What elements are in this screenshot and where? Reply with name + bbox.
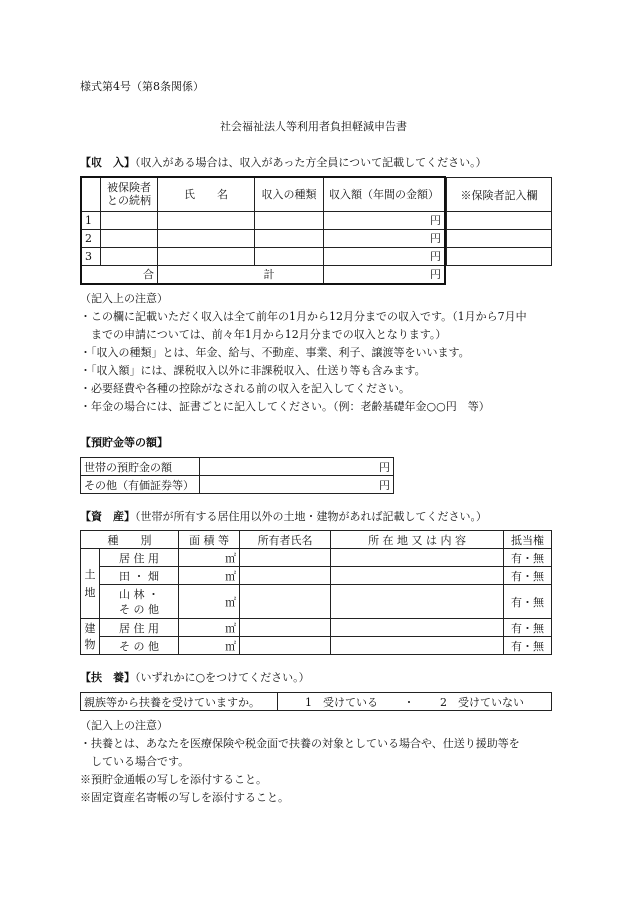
notes2-title: （記入上の注意） [80, 719, 168, 732]
assets-heading [80, 508, 487, 524]
income-heading-note: （収入がある場合は、収入があった方全員について記載してください。） [135, 156, 487, 169]
col-relation: 被保険者との続柄 [101, 177, 158, 211]
support-heading-note: （いずれかに○をつけてください。） [135, 671, 310, 684]
support-option-no[interactable]: 2 受けていない [440, 695, 524, 709]
page-title: 社会福祉法人等利用者負担軽減申告書 [220, 120, 407, 133]
building-label-b: 物 [84, 637, 96, 651]
col-area: 面 積 等 [179, 531, 240, 549]
notes1 [80, 290, 527, 416]
savings-amount-cell[interactable]: 円 [200, 476, 394, 494]
income-table [80, 176, 446, 285]
notes2-line: している場合です。 [80, 755, 190, 768]
insurer-cell[interactable] [447, 230, 552, 248]
area-cell[interactable]: ㎡ [179, 637, 240, 655]
savings-amount-cell[interactable]: 円 [200, 458, 394, 476]
mortgage-choice[interactable]: 有・無 [504, 567, 552, 585]
col-name: 氏 名 [158, 177, 255, 211]
insurer-table [446, 177, 552, 266]
mortgage-choice[interactable]: 有・無 [504, 585, 552, 619]
name-cell[interactable] [158, 229, 255, 247]
notes2-line: ※固定資産名寄帳の写しを添付すること。 [80, 791, 289, 804]
mortgage-choice[interactable]: 有・無 [504, 549, 552, 567]
asset-type-line: そ の 他 [119, 602, 160, 616]
amount-cell[interactable]: 円 [324, 247, 446, 265]
savings-table [80, 457, 394, 494]
row-number: 1 [81, 211, 101, 229]
area-cell[interactable]: ㎡ [179, 549, 240, 567]
income-heading [80, 154, 487, 170]
notes1-title: （記入上の注意） [80, 292, 168, 305]
land-label-b: 地 [84, 585, 96, 599]
notes2-line: ・扶養とは、あなたを医療保険や税金面で扶養の対象としている場合や、仕送り援助等を [80, 737, 520, 750]
type-cell[interactable] [255, 211, 324, 229]
assets-heading-note: （世帯が所有する居住用以外の土地・建物があれば記載してください。） [135, 510, 487, 523]
asset-type-line: 山 林 ・ [119, 587, 160, 601]
assets-table [80, 530, 552, 655]
building-label [81, 619, 100, 655]
owner-cell[interactable] [240, 585, 331, 619]
amount-cell[interactable]: 円 [324, 229, 446, 247]
savings-row-label: 世帯の預貯金の額 [81, 458, 200, 476]
col-location: 所 在 地 又 は 内 容 [331, 531, 504, 549]
income-total-row [81, 265, 445, 284]
type-cell[interactable] [255, 229, 324, 247]
area-cell[interactable]: ㎡ [179, 619, 240, 637]
savings-row-label: その他（有価証券等） [81, 476, 200, 494]
name-cell[interactable] [158, 247, 255, 265]
mortgage-choice[interactable]: 有・無 [504, 619, 552, 637]
support-question: 親族等から扶養を受けていますか。 [81, 693, 278, 711]
amount-cell[interactable]: 円 [324, 211, 446, 229]
relation-cell[interactable] [101, 211, 158, 229]
income-heading-label: 【収 入】 [80, 156, 135, 169]
owner-cell[interactable] [240, 549, 331, 567]
insurer-cell[interactable] [447, 212, 552, 230]
area-cell[interactable]: ㎡ [179, 585, 240, 619]
owner-cell[interactable] [240, 567, 331, 585]
notes1-line: ・「収入額」には、課税収入以外に非課税収入、仕送り等も含みます。 [80, 364, 426, 377]
insurer-cell[interactable] [447, 248, 552, 266]
col-insurer: ※保険者記入欄 [447, 178, 552, 212]
area-cell[interactable]: ㎡ [179, 567, 240, 585]
support-table [80, 692, 552, 711]
mortgage-choice[interactable]: 有・無 [504, 637, 552, 655]
assets-heading-label: 【資 産】 [80, 510, 135, 523]
location-cell[interactable] [331, 567, 504, 585]
row-number: 2 [81, 229, 101, 247]
income-row [81, 229, 445, 247]
income-row [81, 211, 445, 229]
support-option-yes[interactable]: 1 受けている [305, 695, 378, 709]
savings-heading: 【預貯金等の額】 [80, 436, 168, 449]
income-row [81, 247, 445, 265]
relation-cell[interactable] [101, 229, 158, 247]
notes1-line: ・年金の場合には、証書ごとに記入してください。（例：老齢基礎年金○○円 等） [80, 400, 490, 413]
asset-type: そ の 他 [100, 637, 179, 655]
total-amount-cell[interactable]: 円 [324, 265, 446, 284]
location-cell[interactable] [331, 637, 504, 655]
col-owner: 所有者氏名 [240, 531, 331, 549]
support-heading-label: 【扶 養】 [80, 671, 135, 684]
notes1-line: ・この欄に記載いただく収入は全て前年の1月から12月分までの収入です。（1月から7月中 [80, 310, 527, 323]
relation-cell[interactable] [101, 247, 158, 265]
col-income-amount: 収入額（年間の金額） [324, 177, 446, 211]
land-label-a: 土 [84, 567, 96, 581]
support-options [278, 693, 552, 711]
location-cell[interactable] [331, 619, 504, 637]
row-number: 3 [81, 247, 101, 265]
location-cell[interactable] [331, 549, 504, 567]
support-separator: ・ [403, 695, 415, 709]
asset-type: 居 住 用 [100, 619, 179, 637]
name-cell[interactable] [158, 211, 255, 229]
total-label-a: 合 [81, 265, 158, 284]
notes2 [80, 717, 520, 807]
asset-type: 田 ・ 畑 [100, 567, 179, 585]
col-income-type: 収入の種類 [255, 177, 324, 211]
notes2-line: ※預貯金通帳の写しを添付すること。 [80, 773, 267, 786]
notes1-line: ・「収入の種類」とは、年金、給与、不動産、事業、利子、譲渡等をいいます。 [80, 346, 470, 359]
col-kind: 種 別 [81, 531, 179, 549]
asset-type [100, 585, 179, 619]
form-number: 様式第4号（第8条関係） [80, 80, 204, 93]
building-label-a: 建 [84, 621, 96, 635]
owner-cell[interactable] [240, 637, 331, 655]
owner-cell[interactable] [240, 619, 331, 637]
land-label [81, 549, 100, 619]
asset-type: 居 住 用 [100, 549, 179, 567]
notes1-line: までの申請については、前々年1月から12月分までの収入となります。） [80, 328, 447, 341]
type-cell[interactable] [255, 247, 324, 265]
col-mortgage: 抵当権 [504, 531, 552, 549]
notes1-line: ・必要経費や各種の控除がなされる前の収入を記入してください。 [80, 382, 410, 395]
total-label-b: 計 [158, 265, 324, 284]
support-heading [80, 669, 310, 685]
location-cell[interactable] [331, 585, 504, 619]
